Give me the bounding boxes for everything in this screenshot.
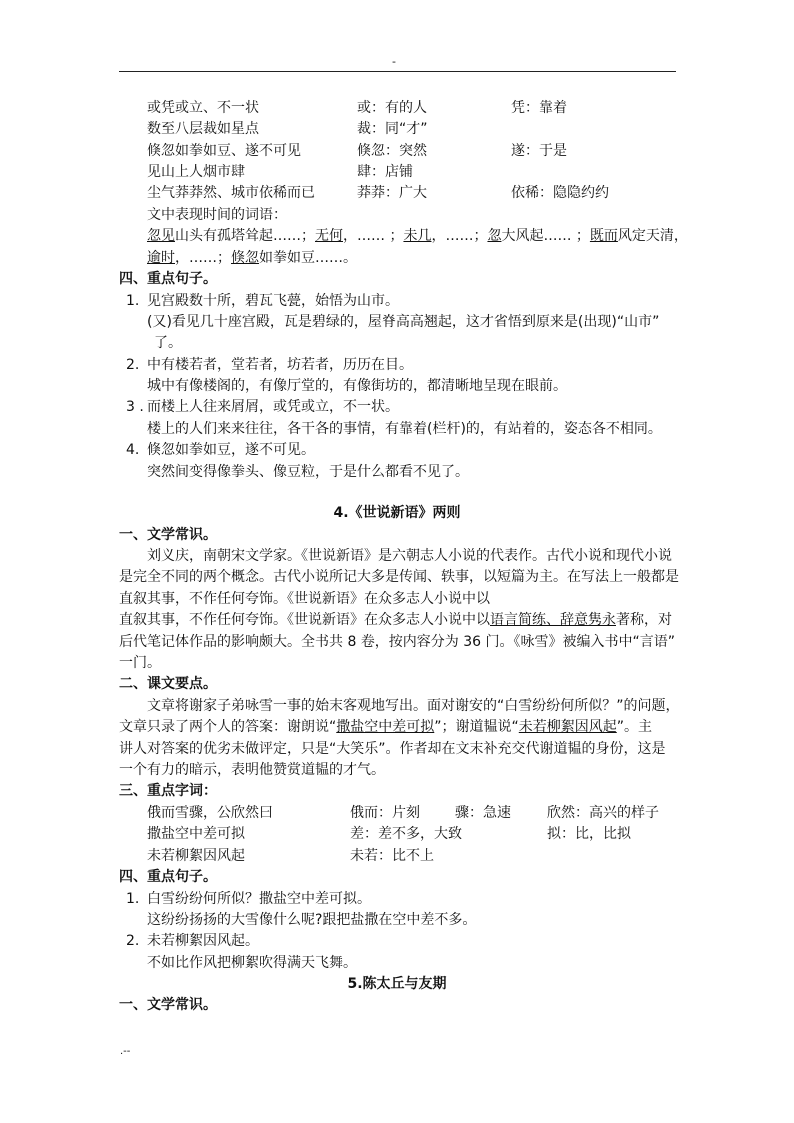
word-def: 欣然：高兴的样子 — [547, 805, 659, 821]
sentence-original: 中有楼若者，堂若者，坊若者，历历在目。 — [147, 357, 413, 373]
section-heading: 一、文学常识。 — [119, 997, 217, 1013]
text-run: 文章只录了两个人的答案：谢朗说“ — [119, 719, 337, 735]
word-def: 拟：比，比拟 — [547, 826, 631, 842]
word-row-2-def: 裁：同“才” — [357, 121, 428, 137]
time-words-line-2 — [147, 248, 357, 269]
time-word: 倏忽 — [231, 250, 259, 266]
word-row-1-def2: 凭：靠着 — [511, 100, 567, 116]
sentence-translation: 楼上的人们来来往往，各干各的事情，有靠着(栏杆)的，有站着的，姿态各不相同。 — [147, 421, 662, 437]
word-row-1-term: 或凭或立、不一状 — [147, 100, 259, 116]
paragraph-line: 文章将谢家子弟咏雪一事的始末客观地写出。面对谢安的“白雪纷纷何所似？”的问题， — [147, 698, 680, 714]
sentence-translation: 突然间变得像拳头、像豆粒，于是什么都看不见了。 — [147, 464, 469, 480]
sentence-number: 3 . — [126, 399, 144, 415]
text-run: ，……； — [175, 250, 231, 266]
word-def: 骤：急速 — [455, 805, 511, 821]
time-words-line-1 — [147, 226, 688, 247]
sentence-translation: 这纷纷扬扬的大雪像什么呢?跟把盐撒在空中差不多。 — [147, 912, 477, 928]
section-heading: 四、重点句子。 — [119, 869, 217, 885]
text-run: 大风起…… ； — [501, 228, 590, 244]
underlined-phrase: 语言简练、辞意隽永 — [490, 612, 616, 628]
sentence-number: 2. — [126, 933, 140, 949]
word-row-2-term: 数至八层裁如星点 — [147, 121, 259, 137]
section-heading: 一、文学常识。 — [119, 527, 217, 543]
word-term: 未若柳絮因风起 — [147, 848, 245, 864]
word-term: 俄而雪骤，公欣然曰 — [147, 805, 273, 821]
word-row-4-def: 肆：店铺 — [357, 164, 413, 180]
sentence-original: 白雪纷纷何所似？撒盐空中差可拟。 — [147, 891, 371, 907]
paragraph-line: 后代笔记体作品的影响颇大。全书共 8 卷，按内容分为 36 门。《咏雪》被编入书中“言语” — [119, 634, 676, 650]
word-row-5-def: 莽莽：广大 — [357, 185, 427, 201]
sentence-translation: (又)看见几十座宫殿，瓦是碧绿的，屋脊高高翘起，这才省悟到原来是(出现)“山市” — [147, 314, 660, 330]
underlined-phrase: 撒盐空中差可拟 — [336, 719, 435, 735]
text-run: ，……； — [431, 228, 488, 244]
sentence-number: 1. — [126, 293, 140, 309]
footer-mark: .-- — [120, 1046, 131, 1057]
sentence-original: 未若柳絮因风起。 — [147, 933, 259, 949]
sentence-translation: 城中有像楼阁的，有像厅堂的，有像街坊的，都清晰地呈现在眼前。 — [147, 378, 567, 394]
paragraph-line: 刘义庆，南朝宋文学家。《世说新语》是六朝志人小说的代表作。古代小说和现代小说 — [147, 548, 672, 564]
word-term: 撒盐空中差可拟 — [147, 826, 245, 842]
word-row-3-def2: 遂：于是 — [511, 143, 567, 159]
header-rule — [119, 71, 676, 72]
word-def: 未若：比不上 — [350, 848, 434, 864]
sentence-translation: 不如比作风把柳絮吹得满天飞舞。 — [147, 955, 357, 971]
sentence-original: 倏忽如拳如豆，遂不可见。 — [147, 442, 315, 458]
text-run: 风定天清， — [617, 228, 688, 244]
time-word: 无何 — [315, 228, 343, 244]
paragraph-line: 讲人对答案的优劣未做评定，只是“大笑乐”。作者却在文末补充交代谢道韫的身份，这是 — [119, 741, 666, 757]
paragraph-line — [119, 717, 652, 738]
word-row-5-def2: 依稀：隐隐约约 — [511, 185, 609, 201]
header-mark: - — [392, 55, 396, 68]
time-word: 忽 — [487, 228, 502, 244]
paragraph-line — [119, 610, 672, 631]
time-word: 忽见 — [147, 228, 175, 244]
chapter-title: 4.《世说新语》两则 — [333, 505, 461, 521]
section-heading: 二、课文要点。 — [119, 676, 217, 692]
word-row-3-def: 倏忽：突然 — [357, 143, 427, 159]
section-heading: 四、重点句子。 — [119, 271, 217, 287]
sentence-translation: 了。 — [154, 335, 182, 351]
chapter-title: 5.陈太丘与友期 — [347, 976, 447, 992]
word-def: 俄而：片刻 — [350, 805, 420, 821]
word-row-5-term: 尘气莽莽然、城市依稀而已 — [147, 185, 315, 201]
word-row-1-def: 或：有的人 — [357, 100, 427, 116]
text-run: ”。主 — [616, 719, 653, 735]
word-def: 差：差不多，大致 — [350, 826, 462, 842]
sentence-number: 4. — [126, 442, 140, 458]
section-heading: 三、重点字词： — [119, 783, 217, 799]
time-word: 既而 — [589, 228, 618, 244]
word-row-4-term: 见山上人烟市肆 — [147, 164, 245, 180]
sentence-original: 而楼上人往来屑屑，或凭或立，不一状。 — [147, 399, 399, 415]
time-word: 未几 — [403, 228, 432, 244]
sentence-number: 1. — [126, 891, 140, 907]
time-words-label: 文中表现时间的词语： — [147, 207, 287, 223]
paragraph-line: 一个有力的暗示，表明他赞赏道韫的才气。 — [119, 762, 385, 778]
text-run: ，…… ； — [343, 228, 404, 244]
paragraph-line: 直叙其事，不作任何夸饰。《世说新语》在众多志人小说中以 — [119, 591, 490, 607]
text-run: 如拳如豆……。 — [259, 250, 357, 266]
sentence-number: 2. — [126, 357, 140, 373]
text-run: 山头有孤塔耸起……； — [175, 228, 315, 244]
word-row-3-term: 倏忽如拳如豆、遂不可见 — [147, 143, 301, 159]
text-run: 著称，对 — [616, 612, 672, 628]
time-word: 逾时 — [147, 250, 175, 266]
underlined-phrase: 未若柳絮因风起 — [518, 719, 617, 735]
text-run: 直叙其事，不作任何夸饰。《世说新语》在众多志人小说中以 — [119, 612, 490, 628]
sentence-original: 见宫殿数十所，碧瓦飞甍，始悟为山市。 — [147, 293, 399, 309]
paragraph-line: 一门。 — [119, 655, 161, 671]
paragraph-line: 是完全不同的两个概念。古代小说所记大多是传闻、轶事，以短篇为主。在写法上一般都是 — [119, 569, 679, 585]
text-run: ”；谢道韫说“ — [434, 719, 519, 735]
